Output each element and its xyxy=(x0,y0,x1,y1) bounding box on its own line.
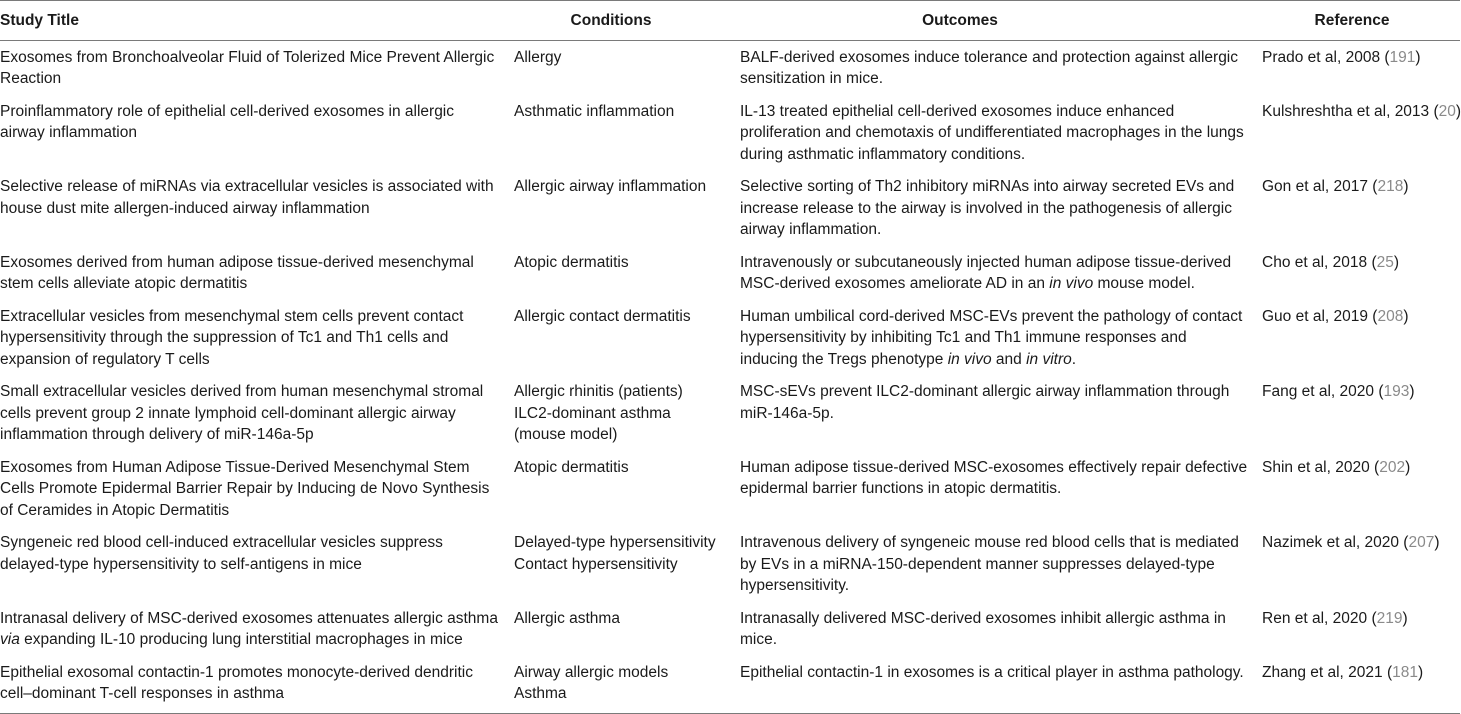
text-segment: Intranasally delivered MSC-derived exosomes inhibit allergic asthma in mice. xyxy=(740,609,1226,648)
reference-cell: Gon et al, 2017 (218) xyxy=(1262,178,1409,195)
study-title-cell: Proinflammatory role of epithelial cell-derived exosomes in allergic airway inflammation xyxy=(0,102,455,141)
conditions-cell xyxy=(514,95,728,171)
condition-item: Contact hypersensitivity xyxy=(514,555,678,573)
reference-number: 20 xyxy=(1438,102,1456,120)
table-row xyxy=(0,451,1460,527)
reference-cell: Ren et al, 2020 (219) xyxy=(1262,609,1408,627)
outcomes-cell xyxy=(728,246,1262,300)
text-segment: Intravenously or subcutaneously injected human adipose tissue-derived MSC-derived exosomes ameliorate AD in an xyxy=(740,253,1232,292)
table-row xyxy=(0,300,1460,376)
table-row xyxy=(0,375,1460,451)
conditions-cell xyxy=(514,246,728,300)
italic-text: in vivo xyxy=(1049,275,1094,292)
study-title-cell: Epithelial exosomal contactin-1 promotes monocyte-derived dendritic cell–dominant T-cell responses in asthma xyxy=(0,663,473,702)
condition-item: ILC2-dominant asthma (mouse model) xyxy=(514,404,671,443)
study-title-cell: Small extracellular vesicles derived from human mesenchymal stromal cells prevent group 2 innate lymphoid cell-dominant allergic airway inflammation through delivery of miR-146a-5p xyxy=(0,383,484,443)
reference-number: 202 xyxy=(1379,458,1406,476)
reference-author: Ren et al, 2020 xyxy=(1262,609,1368,627)
condition-item: Allergic contact dermatitis xyxy=(514,307,691,325)
italic-text: in vivo xyxy=(947,350,992,368)
table-row xyxy=(0,170,1460,246)
study-title-cell: Syngeneic red blood cell-induced extracellular vesicles suppress delayed-type hypersensitivity to self-antigens in mice xyxy=(0,534,443,573)
conditions-cell xyxy=(514,170,728,246)
outcomes-cell xyxy=(728,40,1262,95)
italic-text: in vitro xyxy=(1026,350,1072,368)
reference-number: 208 xyxy=(1377,307,1404,325)
text-segment: Intranasal delivery of MSC-derived exosomes attenuates allergic asthma xyxy=(0,609,498,627)
text-segment: expanding IL-10 producing lung interstitial macrophages in mice xyxy=(19,631,463,648)
condition-item: Allergic airway inflammation xyxy=(514,178,707,195)
reference-number: 25 xyxy=(1376,253,1394,271)
reference-number: 218 xyxy=(1377,178,1404,195)
reference-cell: Nazimek et al, 2020 (207) xyxy=(1262,534,1440,551)
text-segment: Human umbilical cord-derived MSC-EVs prevent the pathology of contact hypersensitivity by inhibiting Tc1 and Th1 immune responses and inducing the Tregs phenotype xyxy=(740,307,1243,368)
table-row xyxy=(0,95,1460,171)
reference-author: Nazimek et al, 2020 xyxy=(1262,534,1399,551)
outcomes-cell xyxy=(728,602,1262,656)
text-segment: mouse model. xyxy=(1093,275,1195,292)
outcomes-cell xyxy=(728,375,1262,451)
study-title-cell xyxy=(0,602,514,656)
reference-number: 193 xyxy=(1383,383,1410,400)
text-segment: and xyxy=(991,350,1027,368)
condition-item: Asthma xyxy=(514,685,567,702)
outcomes-cell xyxy=(728,170,1262,246)
study-title-cell: Exosomes from Human Adipose Tissue-Derived Mesenchymal Stem Cells Promote Epidermal Barrier Repair by Inducing de Novo Synthesis of Ceramides in Atopic Dermatitis xyxy=(0,458,490,519)
reference-cell: Prado et al, 2008 (191) xyxy=(1262,48,1421,66)
text-segment: Human adipose tissue-derived MSC-exosomes effectively repair defective epidermal barrier functions in atopic dermatitis. xyxy=(740,458,1248,497)
outcomes-cell xyxy=(728,451,1262,527)
outcomes-cell xyxy=(728,95,1262,171)
reference-number: 191 xyxy=(1389,48,1416,66)
text-segment: IL-13 treated epithelial cell-derived exosomes induce enhanced proliferation and chemotaxis of undifferentiated macrophages in the lungs during asthmatic inflammatory conditions. xyxy=(740,102,1244,163)
reference-author: Zhang et al, 2021 xyxy=(1262,663,1383,681)
table-row xyxy=(0,656,1460,714)
reference-author: Shin et al, 2020 xyxy=(1262,458,1370,476)
reference-cell: Kulshreshtha et al, 2013 (20) xyxy=(1262,102,1461,120)
header-study-title: Study Title xyxy=(0,12,79,29)
reference-number: 207 xyxy=(1408,534,1435,551)
conditions-cell xyxy=(514,451,728,527)
reference-cell: Guo et al, 2019 (208) xyxy=(1262,307,1409,325)
reference-author: Cho et al, 2018 xyxy=(1262,253,1368,271)
table-header-row xyxy=(0,1,1460,41)
study-title-cell: Exosomes derived from human adipose tissue-derived mesenchymal stem cells alleviate atopic dermatitis xyxy=(0,253,474,292)
reference-author: Fang et al, 2020 xyxy=(1262,383,1375,400)
study-title-cell: Exosomes from Bronchoalveolar Fluid of Tolerized Mice Prevent Allergic Reaction xyxy=(0,48,495,87)
condition-item: Atopic dermatitis xyxy=(514,458,629,476)
conditions-cell xyxy=(514,40,728,95)
text-segment: MSC-sEVs prevent ILC2-dominant allergic airway inflammation through miR-146a-5p. xyxy=(740,383,1230,422)
outcomes-cell xyxy=(728,656,1262,714)
condition-item: Allergic rhinitis (patients) xyxy=(514,383,683,400)
header-outcomes: Outcomes xyxy=(922,12,998,29)
reference-author: Kulshreshtha et al, 2013 xyxy=(1262,102,1430,120)
outcomes-cell xyxy=(728,300,1262,376)
reference-cell: Shin et al, 2020 (202) xyxy=(1262,458,1411,476)
study-title-cell: Selective release of miRNAs via extracellular vesicles is associated with house dust mite allergen-induced airway inflammation xyxy=(0,178,494,217)
reference-cell: Zhang et al, 2021 (181) xyxy=(1262,663,1424,681)
header-reference: Reference xyxy=(1314,12,1390,29)
text-segment: . xyxy=(1071,350,1077,368)
table-row xyxy=(0,246,1460,300)
table-row xyxy=(0,40,1460,95)
table-row xyxy=(0,602,1460,656)
reference-author: Guo et al, 2019 xyxy=(1262,307,1368,325)
table-row xyxy=(0,526,1460,602)
reference-author: Gon et al, 2017 xyxy=(1262,178,1368,195)
reference-number: 219 xyxy=(1376,609,1403,627)
text-segment: Selective sorting of Th2 inhibitory miRNAs into airway secreted EVs and increase release to the airway is involved in the pathogenesis of allergic airway inflammation. xyxy=(740,178,1235,238)
conditions-cell xyxy=(514,300,728,376)
outcomes-cell xyxy=(728,526,1262,602)
condition-item: Allergy xyxy=(514,48,562,66)
conditions-cell xyxy=(514,656,728,714)
reference-cell: Cho et al, 2018 (25) xyxy=(1262,253,1400,271)
text-segment: Epithelial contactin-1 in exosomes is a critical player in asthma pathology. xyxy=(740,663,1244,681)
conditions-cell xyxy=(514,526,728,602)
condition-item: Atopic dermatitis xyxy=(514,253,629,271)
conditions-cell xyxy=(514,602,728,656)
text-segment: Intravenous delivery of syngeneic mouse red blood cells that is mediated by EVs in a miRNA-150-dependent manner suppresses delayed-type hypersensitivity. xyxy=(740,534,1239,594)
italic-text: via xyxy=(0,631,20,648)
condition-item: Asthmatic inflammation xyxy=(514,102,675,120)
study-title-cell: Extracellular vesicles from mesenchymal stem cells prevent contact hypersensitivity through the suppression of Tc1 and Th1 cells and expansion of regulatory T cells xyxy=(0,307,464,368)
text-segment: BALF-derived exosomes induce tolerance and protection against allergic sensitization in mice. xyxy=(740,48,1239,87)
reference-number: 181 xyxy=(1392,663,1418,681)
conditions-cell xyxy=(514,375,728,451)
condition-item: Airway allergic models xyxy=(514,663,669,681)
reference-cell: Fang et al, 2020 (193) xyxy=(1262,383,1415,400)
header-conditions: Conditions xyxy=(570,12,652,29)
reference-author: Prado et al, 2008 xyxy=(1262,48,1381,66)
condition-item: Delayed-type hypersensitivity xyxy=(514,534,716,551)
condition-item: Allergic asthma xyxy=(514,609,620,627)
